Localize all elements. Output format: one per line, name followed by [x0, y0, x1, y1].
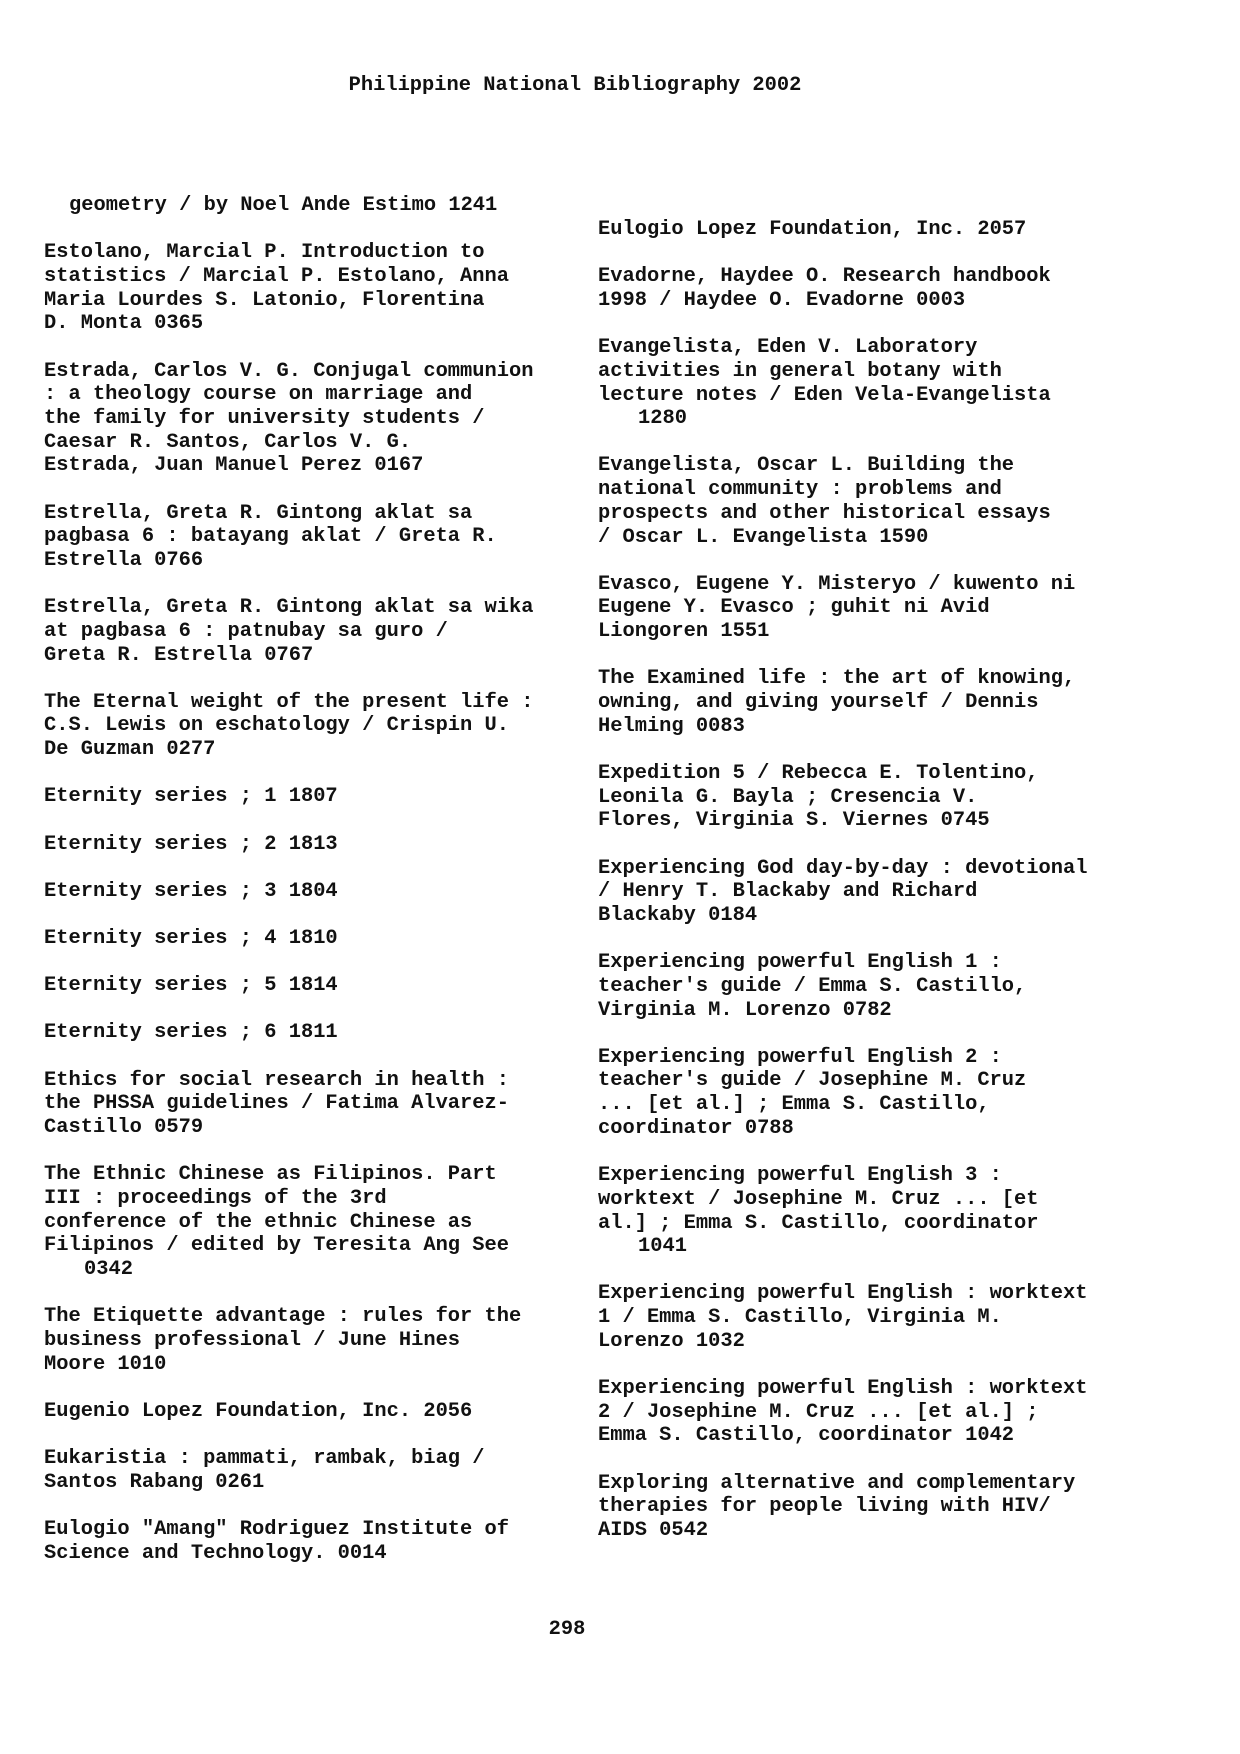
- bib-entry-line: The Examined life : the art of knowing,: [598, 667, 1076, 691]
- bib-entry: [598, 265, 1148, 312]
- bib-entry-line: at pagbasa 6 : patnubay sa guro /: [44, 619, 448, 643]
- bib-entry-line: Eternity series ; 5 1814: [44, 974, 338, 998]
- bib-entry-line: Estrada, Juan Manuel Perez 0167: [44, 454, 424, 478]
- bib-entry: [44, 880, 594, 904]
- bib-entry: [598, 336, 1148, 431]
- bib-entry-line: Eternity series ; 4 1810: [44, 926, 338, 950]
- bib-entry-line: teacher's guide / Josephine M. Cruz: [598, 1069, 1027, 1093]
- bib-entry: [598, 454, 1148, 549]
- bib-entry: [598, 667, 1148, 738]
- bib-entry-line: Eternity series ; 2 1813: [44, 832, 338, 856]
- bib-entry-line: national community : problems and: [598, 478, 1002, 502]
- bib-entry-line: Experiencing powerful English 2 :: [598, 1045, 1002, 1069]
- bib-entry-line: Experiencing God day-by-day : devotional: [598, 856, 1088, 880]
- bib-entry-line: Estrella, Greta R. Gintong aklat sa: [44, 501, 473, 525]
- bib-entry-line: Eulogio Lopez Foundation, Inc. 2057: [598, 218, 1027, 241]
- bib-entry-line: Eternity series ; 1 1807: [44, 785, 338, 809]
- bib-entry: [44, 974, 594, 998]
- bib-entry-line: Castillo 0579: [44, 1115, 204, 1139]
- bib-entry-line: Experiencing powerful English 3 :: [598, 1164, 1002, 1188]
- bib-entry-line: coordinator 0788: [598, 1116, 794, 1140]
- bib-entry-line: Emma S. Castillo, coordinator 1042: [598, 1424, 1015, 1448]
- bib-entry-line: conference of the ethnic Chinese as: [44, 1210, 473, 1234]
- bib-entry-line: Greta R. Estrella 0767: [44, 643, 314, 667]
- bib-entry-line: Estolano, Marcial P. Introduction to: [44, 241, 485, 265]
- bib-entry-line: Ethics for social research in health :: [44, 1068, 509, 1092]
- bib-entry-line: worktext / Josephine M. Cruz ... [et: [598, 1187, 1039, 1211]
- bib-entry-line: Helming 0083: [598, 714, 745, 738]
- bib-entry-line: Estrella 0766: [44, 548, 204, 572]
- bib-entry-line: Eugene Y. Evasco ; guhit ni Avid: [598, 596, 990, 620]
- bib-entry-line: Moore 1010: [44, 1352, 167, 1376]
- bib-entry-line: Eternity series ; 3 1804: [44, 879, 338, 903]
- bib-entry-line: Eugenio Lopez Foundation, Inc. 2056: [44, 1399, 473, 1423]
- bib-entry: [44, 194, 594, 218]
- bib-entry-line: Lorenzo 1032: [598, 1329, 745, 1353]
- bib-entry: [44, 360, 594, 479]
- bib-entry-line: C.S. Lewis on eschatology / Crispin U.: [44, 714, 509, 738]
- bib-entry-line: Evangelista, Oscar L. Building the: [598, 454, 1015, 478]
- bib-entry-line: AIDS 0542: [598, 1519, 709, 1543]
- bib-entry-line: 1 / Emma S. Castillo, Virginia M.: [598, 1306, 1002, 1330]
- bib-entry: [44, 1163, 594, 1282]
- bib-entry-line: Leonila G. Bayla ; Cresencia V.: [598, 785, 978, 809]
- bib-entry-line: the PHSSA guidelines / Fatima Alvarez-: [44, 1092, 509, 1116]
- bib-entry-line: al.] ; Emma S. Castillo, coordinator: [598, 1211, 1039, 1235]
- bib-entry-line: Blackaby 0184: [598, 903, 758, 927]
- bib-entry: [44, 1518, 594, 1565]
- bib-entry-line: lecture notes / Eden Vela-Evangelista: [598, 383, 1051, 407]
- bib-entry: [44, 785, 594, 809]
- bib-entry-line: 1998 / Haydee O. Evadorne 0003: [598, 288, 966, 312]
- bib-entry: [44, 691, 594, 762]
- bib-entry-line: Maria Lourdes S. Latonio, Florentina: [44, 288, 485, 312]
- bib-entry-line: Liongoren 1551: [598, 620, 770, 644]
- bib-entry-line: Flores, Virginia S. Viernes 0745: [598, 809, 990, 833]
- bib-entry-line: Estrada, Carlos V. G. Conjugal communion: [44, 359, 534, 383]
- bib-entry-line: The Etiquette advantage : rules for the: [44, 1305, 522, 1329]
- bib-entry: [44, 927, 594, 951]
- running-head: Philippine National Bibliography 2002: [348, 74, 802, 97]
- left-column: [44, 194, 594, 1589]
- bib-entry-line: teacher's guide / Emma S. Castillo,: [598, 974, 1027, 998]
- bib-entry-line: : a theology course on marriage and: [44, 383, 473, 407]
- bib-entry-line: Evasco, Eugene Y. Misteryo / kuwento ni: [598, 572, 1076, 596]
- bib-entry-number: 1041: [638, 1235, 687, 1259]
- bib-entry: [598, 1164, 1148, 1259]
- bib-entry-line: Science and Technology. 0014: [44, 1541, 387, 1565]
- bib-entry: [44, 596, 594, 667]
- bib-entry-line: the family for university students /: [44, 406, 485, 430]
- bib-entry-line: ... [et al.] ; Emma S. Castillo,: [598, 1093, 990, 1117]
- bib-entry-line: The Eternal weight of the present life :: [44, 690, 534, 714]
- bib-entry-line: Experiencing powerful English : worktext: [598, 1282, 1088, 1306]
- bib-entry-line: Expedition 5 / Rebecca E. Tolentino,: [598, 761, 1039, 785]
- bib-entry-line: / Henry T. Blackaby and Richard: [598, 880, 978, 904]
- bib-entry-line: Evadorne, Haydee O. Research handbook: [598, 265, 1051, 289]
- bib-entry-line: Caesar R. Santos, Carlos V. G.: [44, 430, 412, 454]
- bib-entry-line: business professional / June Hines: [44, 1328, 461, 1352]
- bib-entry: [598, 1282, 1148, 1353]
- bib-entry-line: prospects and other historical essays: [598, 501, 1051, 525]
- bib-entry-line: Evangelista, Eden V. Laboratory: [598, 336, 978, 360]
- bib-entry-line: Santos Rabang 0261: [44, 1470, 265, 1494]
- bib-entry-line: / Oscar L. Evangelista 1590: [598, 525, 929, 549]
- bib-entry-line: statistics / Marcial P. Estolano, Anna: [44, 264, 509, 288]
- right-column: [598, 218, 1148, 1566]
- bib-entry-line: Filipinos / edited by Teresita Ang See: [44, 1234, 509, 1258]
- bib-entry-line: III : proceedings of the 3rd: [44, 1186, 387, 1210]
- bib-entry-line: Estrella, Greta R. Gintong aklat sa wika: [44, 596, 534, 620]
- bib-entry-line: Eternity series ; 6 1811: [44, 1021, 338, 1045]
- bib-entry-line: therapies for people living with HIV/: [598, 1495, 1051, 1519]
- bib-entry-line: owning, and giving yourself / Dennis: [598, 691, 1039, 715]
- page-number: 298: [548, 1618, 586, 1641]
- bib-entry-line: Eulogio "Amang" Rodriguez Institute of: [44, 1517, 509, 1541]
- bib-entry: [598, 1377, 1148, 1448]
- bib-entry: [44, 502, 594, 573]
- bib-entry-line: pagbasa 6 : batayang aklat / Greta R.: [44, 525, 497, 549]
- bib-entry: [44, 833, 594, 857]
- bib-entry: [44, 1305, 594, 1376]
- bib-entry: [598, 762, 1148, 833]
- bib-entry: [44, 1447, 594, 1494]
- bib-entry-line: 2 / Josephine M. Cruz ... [et al.] ;: [598, 1400, 1039, 1424]
- bib-entry-line: Experiencing powerful English 1 :: [598, 951, 1002, 975]
- bib-entry: [44, 241, 594, 336]
- bib-entry: [44, 1400, 594, 1424]
- bib-entry: [598, 951, 1148, 1022]
- bib-entry-line: De Guzman 0277: [44, 738, 216, 762]
- bib-entry-number: 1280: [638, 407, 687, 431]
- bib-entry-number: 0342: [84, 1258, 133, 1281]
- bib-entry: [598, 857, 1148, 928]
- bib-entry: [598, 573, 1148, 644]
- bib-entry: [44, 1069, 594, 1140]
- bib-entry-line: Exploring alternative and complementary: [598, 1471, 1076, 1495]
- bib-entry: [598, 218, 1148, 242]
- bib-entry-line: activities in general botany with: [598, 359, 1002, 383]
- bib-entry-line: Eukaristia : pammati, rambak, biag /: [44, 1447, 485, 1471]
- bib-entry-line: Experiencing powerful English : worktext: [598, 1377, 1088, 1401]
- bib-entry-line: Virginia M. Lorenzo 0782: [598, 998, 892, 1022]
- bib-entry-line: geometry / by Noel Ande Estimo 1241: [69, 194, 498, 217]
- bib-entry: [598, 1472, 1148, 1543]
- bib-entry-line: D. Monta 0365: [44, 312, 204, 336]
- bib-entry-line: The Ethnic Chinese as Filipinos. Part: [44, 1163, 497, 1187]
- bib-entry: [598, 1046, 1148, 1141]
- bib-entry: [44, 1021, 594, 1045]
